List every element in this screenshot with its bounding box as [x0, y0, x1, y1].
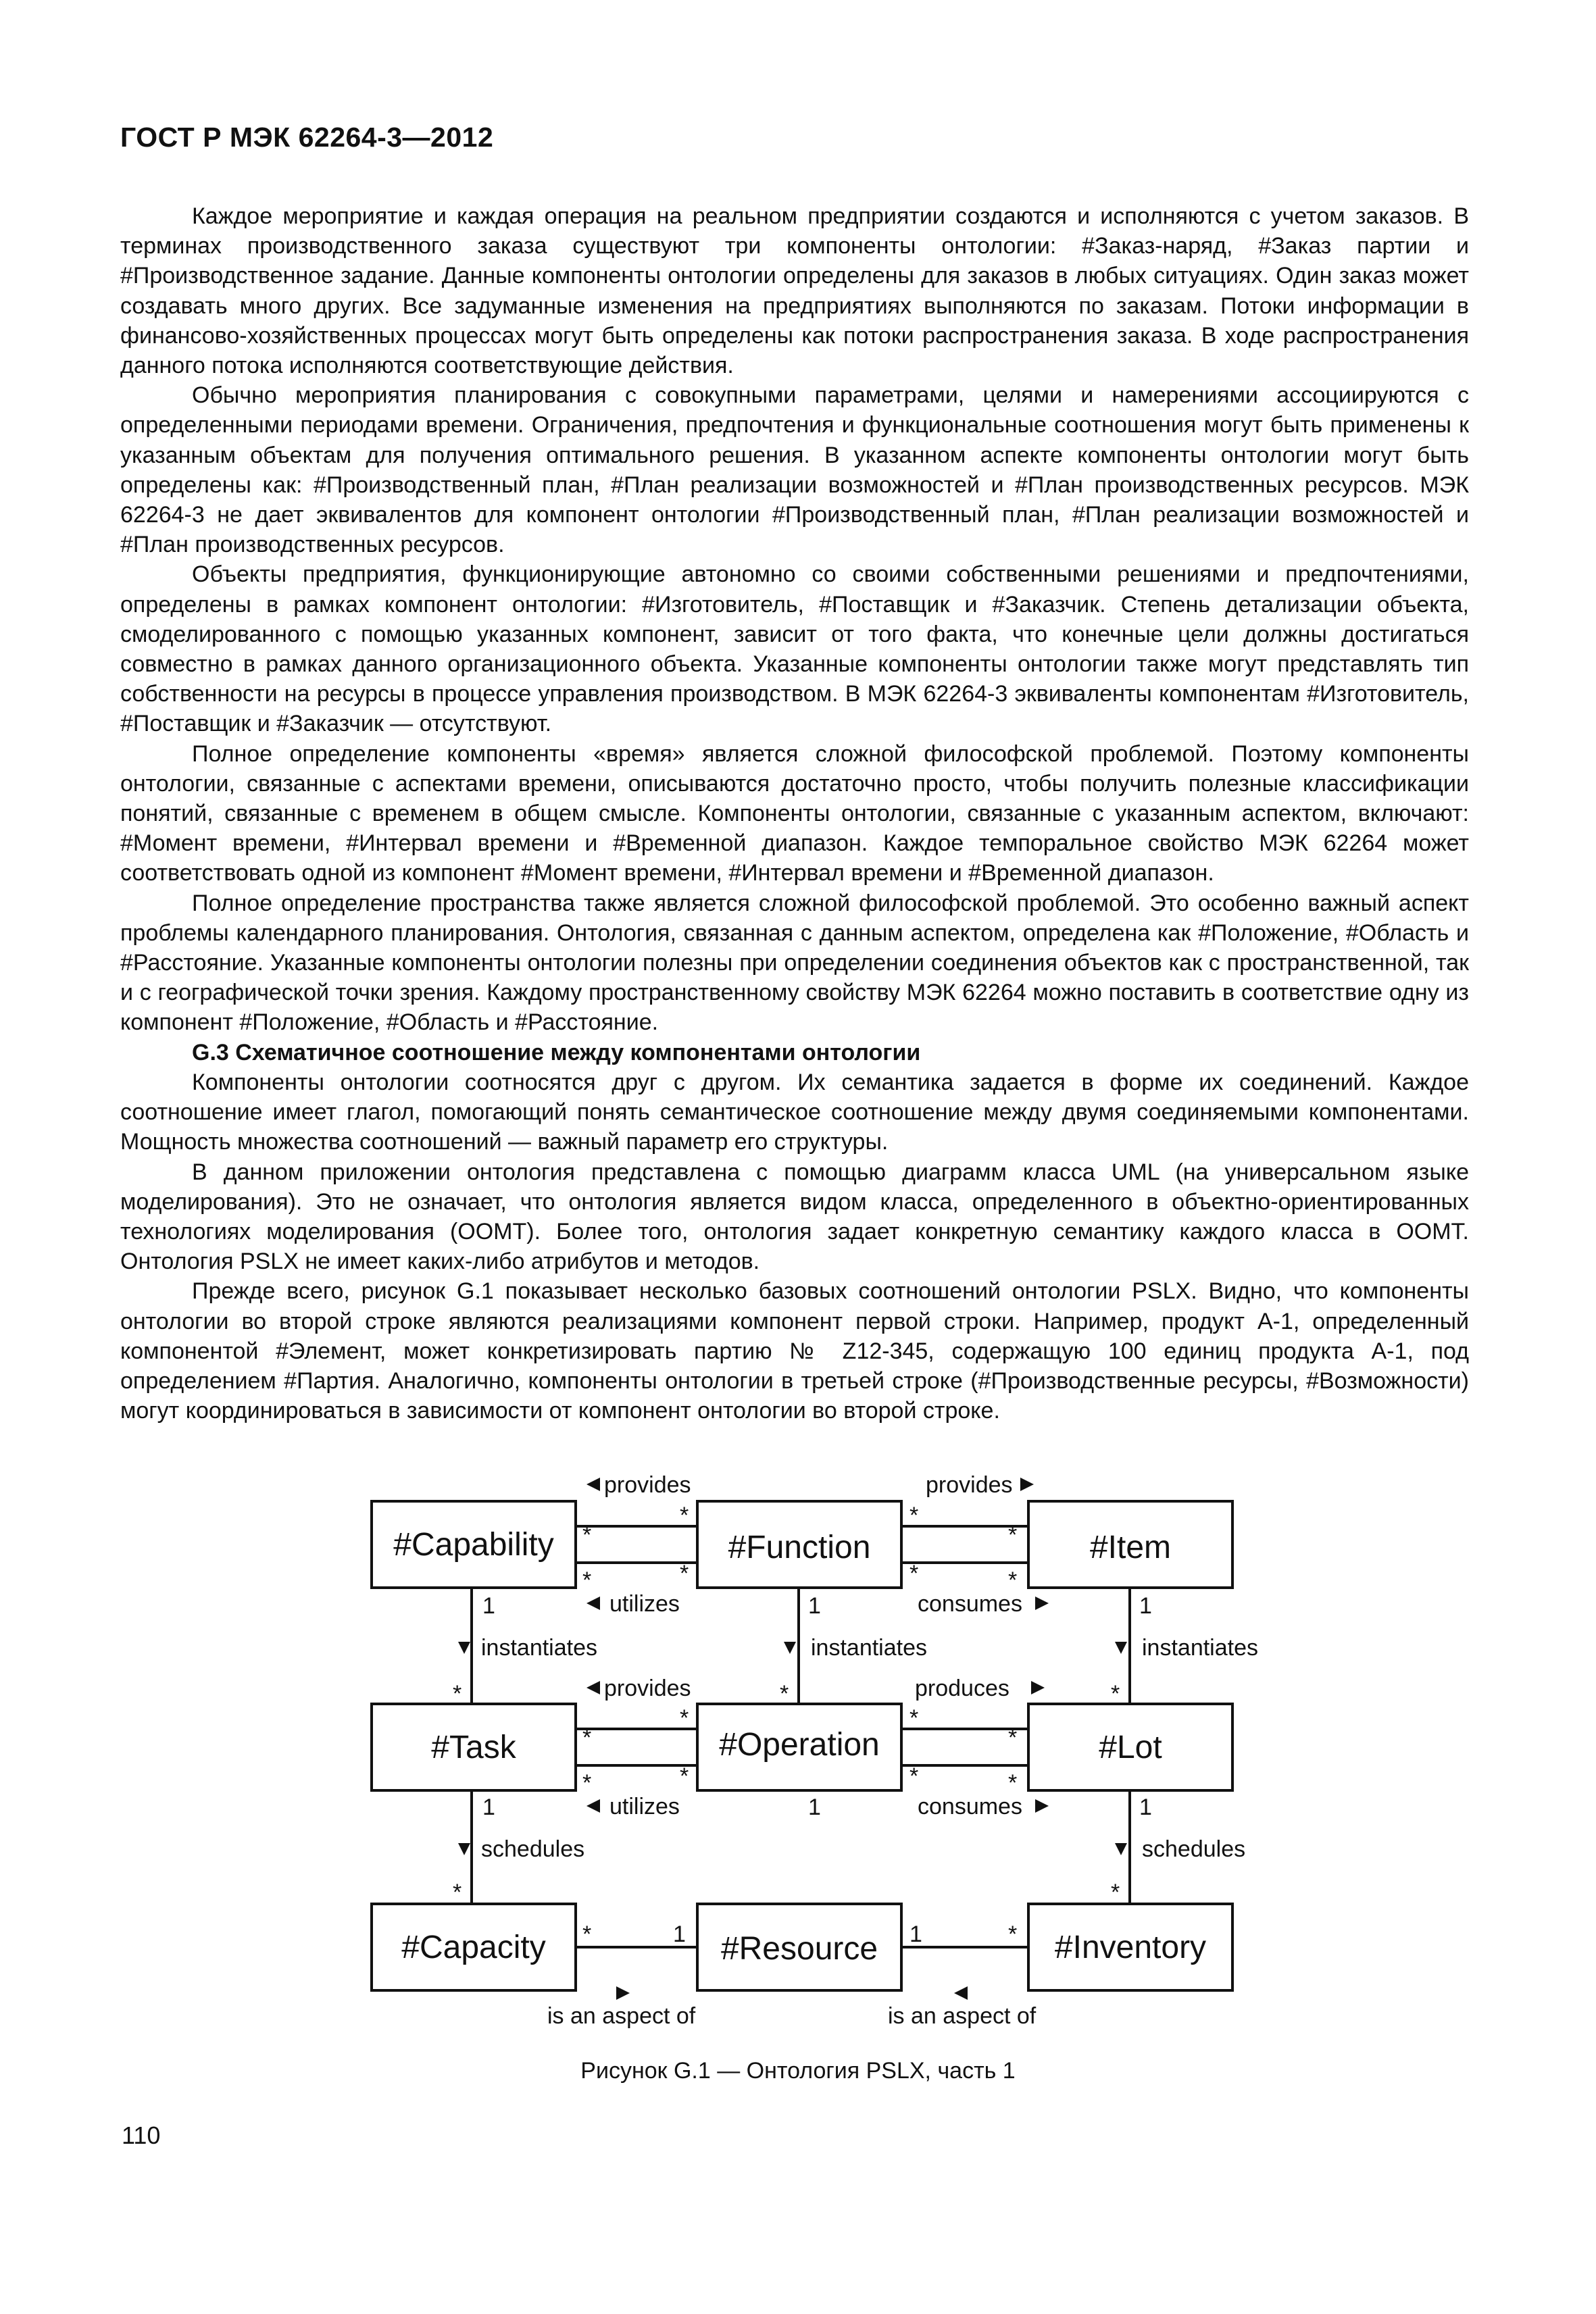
- paragraph: Объекты предприятия, функционирующие автономно со своими собственными решениями и предпочтениями, определены в рамках компонент онтологии: #Изготовитель, #Поставщик и #Заказчик. Степень детализации объекта, смоделированного с помощью указанных компонент, зависит от того факта, что конечные цели должны достигаться совместно в рамках данного организационного объекта. Указанные компоненты онтологии также могут представлять тип собственности на ресурсы в процессе управления производством. В МЭК 62264-3 эквиваленты компонентам #Изготовитель, #Поставщик и #Заказчик — отсутствуют.: [120, 561, 1469, 737]
- inventory-label: #Inventory: [1054, 1930, 1207, 1965]
- arrow-left-icon: [587, 1799, 600, 1813]
- arrow-left-icon: [587, 1596, 600, 1610]
- relation-label: is an aspect of: [888, 2003, 1037, 2029]
- arrow-right-icon: [1020, 1478, 1034, 1491]
- multiplicity: *: [582, 1921, 592, 1947]
- figure-caption: Рисунок G.1 — Онтология PSLX, часть 1: [580, 2058, 1016, 2084]
- multiplicity: 1: [673, 1921, 686, 1947]
- multiplicity: *: [453, 1880, 462, 1905]
- multiplicity: *: [909, 1503, 919, 1528]
- arrow-down-icon: [458, 1843, 470, 1855]
- multiplicity: *: [582, 1522, 592, 1548]
- multiplicity: 1: [482, 1593, 495, 1619]
- arrow-left-icon: [587, 1681, 600, 1694]
- multiplicity: *: [909, 1561, 919, 1586]
- relation-label: provides: [926, 1472, 1013, 1498]
- relation-label: schedules: [481, 1836, 585, 1862]
- multiplicity: *: [1111, 1681, 1120, 1707]
- arrow-down-icon: [784, 1642, 796, 1654]
- arrow-down-icon: [1115, 1642, 1127, 1654]
- multiplicity: *: [1008, 1522, 1018, 1548]
- item-label: #Item: [1089, 1530, 1172, 1565]
- resource-label: #Resource: [720, 1931, 878, 1967]
- relation-label: schedules: [1142, 1836, 1246, 1862]
- relation-label: is an aspect of: [547, 2003, 696, 2029]
- pslx-ontology-diagram: [0, 1453, 1596, 2040]
- relation-label: instantiates: [481, 1635, 597, 1661]
- multiplicity: 1: [909, 1921, 922, 1947]
- paragraph: Полное определение компоненты «время» является сложной философской проблемой. Поэтому компоненты онтологии, связанные с аспектами времени, описываются достаточно просто, чтобы получить полезные классификации понятий, связанные с временем в общем смысле. Компоненты онтологии, связанные с указанным аспектом, включают: #Момент времени, #Интервал времени и #Временной диапазон. Каждое темпоральное свойство МЭК 62264 может соответствовать одной из компонент #Момент времени, #Интервал времени и #Временной диапазон.: [120, 740, 1469, 886]
- relation-label: produces: [915, 1676, 1009, 1701]
- multiplicity: *: [1008, 1725, 1018, 1751]
- paragraph: Прежде всего, рисунок G.1 показывает несколько базовых соотношений онтологии PSLX. Видно, что компоненты онтологии во второй строке являются реализациями компонент первой строки. Например, продукт А-1, определенный компонентой #Элемент, может конкретизировать партию № Z12-345, содержащую 100 единиц продукта А-1, под определением #Партия. Аналогично, компоненты онтологии в третьей строке (#Производственные ресурсы, #Возможности) могут координироваться в зависимости от компонент онтологии во второй строке.: [120, 1278, 1469, 1424]
- arrow-down-icon: [1115, 1843, 1127, 1855]
- multiplicity: *: [582, 1770, 592, 1796]
- multiplicity: *: [780, 1681, 789, 1707]
- function-label: #Function: [728, 1530, 871, 1565]
- paragraph: Каждое мероприятие и каждая операция на реальном предприятии создаются и исполняются с учетом заказов. В терминах производственного заказа существуют три компоненты онтологии: #Заказ-наряд, #Заказ партии и #Производственное задание. Данные компоненты онтологии определены для заказов в любых ситуациях. Один заказ может создавать много других. Все задуманные изменения на предприятиях выполняются по заказам. Потоки информации в финансово-хозяйственных процессах могут быть определены как потоки распространения заказа. В ходе распространения данного потока исполняются соответствующие действия.: [120, 203, 1469, 379]
- relation-label: instantiates: [811, 1635, 927, 1661]
- section-title: G.3 Схематичное соотношение между компонентами онтологии: [192, 1039, 921, 1065]
- arrow-left-icon: [587, 1478, 600, 1491]
- relation-label: instantiates: [1142, 1635, 1258, 1661]
- paragraph: Компоненты онтологии соотносятся друг с другом. Их семантика задается в форме их соединений. Каждое соотношение имеет глагол, помогающий понять семантическое соотношение между двумя соединяемыми компонентами. Мощность множества соотношений — важный параметр его структуры.: [120, 1069, 1469, 1155]
- relation-label: utilizes: [609, 1794, 680, 1819]
- multiplicity: *: [909, 1705, 919, 1731]
- body-text: [120, 201, 1469, 1426]
- relation-label: consumes: [918, 1794, 1022, 1819]
- multiplicity: *: [453, 1681, 462, 1707]
- multiplicity: *: [582, 1725, 592, 1751]
- page-number: 110: [122, 2121, 161, 2149]
- paragraph: Полное определение пространства также является сложной философской проблемой. Это особенно важный аспект проблемы календарного планирования. Онтология, связанная с данным аспектом, определена как #Положение, #Область и #Расстояние. Указанные компоненты онтологии полезны при определении соединения объектов как с пространственной, так и с географической точки зрения. Каждому пространственному свойству МЭК 62264 можно поставить в соответствие одну из компонент #Положение, #Область и #Расстояние.: [120, 890, 1469, 1036]
- multiplicity: 1: [1139, 1794, 1152, 1820]
- multiplicity: *: [1111, 1880, 1120, 1905]
- multiplicity: *: [1008, 1770, 1018, 1796]
- paragraph: В данном приложении онтология представлена с помощью диаграмм класса UML (на универсальном языке моделирования). Это не означает, что онтология является видом класса, определенного в объектно-ориентированных технологиях моделирования (OOMT). Более того, онтология задает конкретную семантику каждого класса в OOMT. Онтология PSLX не имеет каких-либо атрибутов и методов.: [120, 1159, 1469, 1275]
- arrow-left-icon: [954, 1986, 968, 2000]
- task-label: #Task: [431, 1730, 516, 1765]
- multiplicity: 1: [808, 1794, 821, 1820]
- multiplicity: *: [582, 1567, 592, 1593]
- multiplicity: *: [680, 1561, 689, 1586]
- relation-label: consumes: [918, 1591, 1022, 1617]
- capacity-label: #Capacity: [401, 1930, 546, 1965]
- multiplicity: *: [1008, 1921, 1018, 1947]
- relation-label: provides: [604, 1676, 691, 1701]
- document-header: ГОСТ Р МЭК 62264-3—2012: [120, 122, 494, 153]
- multiplicity: 1: [1139, 1593, 1152, 1619]
- operation-label: #Operation: [719, 1727, 880, 1763]
- arrow-right-icon: [1035, 1596, 1049, 1610]
- multiplicity: 1: [808, 1593, 821, 1619]
- multiplicity: *: [909, 1763, 919, 1789]
- relation-label: utilizes: [609, 1591, 680, 1617]
- relation-label: provides: [604, 1472, 691, 1498]
- multiplicity: *: [680, 1763, 689, 1789]
- arrow-right-icon: [1035, 1799, 1049, 1813]
- multiplicity: *: [680, 1503, 689, 1528]
- multiplicity: *: [1008, 1567, 1018, 1593]
- multiplicity: *: [680, 1705, 689, 1731]
- multiplicity: 1: [482, 1794, 495, 1820]
- arrow-right-icon: [1031, 1681, 1045, 1694]
- capability-label: #Capability: [393, 1527, 554, 1563]
- arrow-down-icon: [458, 1642, 470, 1654]
- arrow-right-icon: [616, 1986, 630, 2000]
- paragraph: Обычно мероприятия планирования с совокупными параметрами, целями и намерениями ассоциируются с определенными периодами времени. Ограничения, предпочтения и функциональные соотношения могут быть применены к указанным объектам для получения оптимального решения. В указанном аспекте компоненты онтологии могут быть определены как: #Производственный план, #План реализации возможностей и #План производственных ресурсов. МЭК 62264-3 не дает эквивалентов для компонент онтологии #Производственный план, #План реализации возможностей и #План производственных ресурсов.: [120, 382, 1469, 558]
- lot-label: #Lot: [1099, 1730, 1162, 1765]
